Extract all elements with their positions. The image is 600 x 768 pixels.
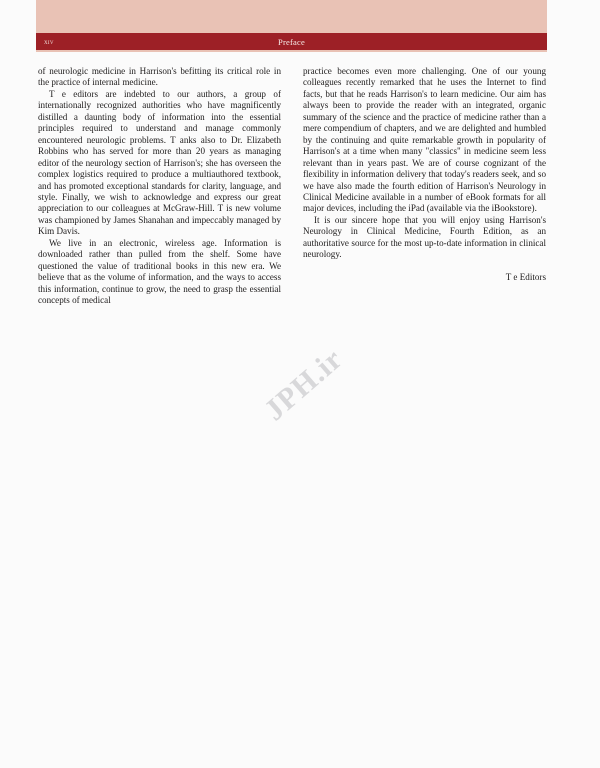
paragraph: It is our sincere hope that you will enjoy using Harrison's Neurology in Clinical Medicine, Fourth Edition, as an authoritative source for the most up-to-date information in clinical neurology.	[303, 214, 546, 260]
right-column	[303, 66, 546, 307]
header-decorative-band	[36, 0, 547, 33]
header-red-bar	[36, 33, 547, 50]
watermark-text: JPH.ir	[258, 342, 350, 428]
paragraph: We live in an electronic, wireless age. Information is downloaded rather than pulled from the shelf. Some have questioned the value of traditional books in this new era. We believe that as the volume of information, and the ways to access this information, continue to grow, the need to grasp the essential concepts of medical	[38, 237, 281, 306]
paragraph: of neurologic medicine in Harrison's befitting its critical role in the practice of internal medicine.	[38, 66, 281, 88]
paragraph: T e editors are indebted to our authors, a group of internationally recognized authorities who have magnificently distilled a daunting body of information into the essential principles required to understand and manage commonly encountered neurologic problems. T anks also to Dr. Elizabeth Robbins who has served for more than 20 years as managing editor of the neurology section of Harrison's; she has overseen the complex logistics required to produce a multiauthored textbook, and has promoted exceptional standards for clarity, language, and style. Finally, we wish to acknowledge and express our great appreciation to our colleagues at McGraw-Hill. T is new volume was championed by James Shanahan and impeccably managed by Kim Davis.	[38, 88, 281, 237]
paragraph: practice becomes even more challenging. One of our young colleagues recently remarked that he uses the Internet to find facts, but that he reads Harrison's to learn medicine. Our aim has always been to provide the reader with an integrated, organic summary of the science and the practice of medicine rather than a mere compendium of chapters, and we are delighted and humbled by the continuing and quite remarkable growth in popularity of Harrison's at a time when many "classics" in medicine seem less relevant than in years past. We are of course cognizant of the flexibility in information delivery that today's readers seek, and so we have also made the fourth edition of Harrison's Neurology in Clinical Medicine available in a number of eBook formats for all major devices, including the iPad (available via the iBookstore).	[303, 66, 546, 214]
running-head	[36, 0, 547, 52]
two-column-body	[38, 66, 546, 307]
left-column	[38, 66, 281, 307]
page-folio-number: xiv	[44, 37, 54, 46]
running-head-title: Preface	[278, 36, 305, 47]
header-underline-rule	[36, 50, 547, 52]
signature-line: T e Editors	[505, 272, 546, 283]
